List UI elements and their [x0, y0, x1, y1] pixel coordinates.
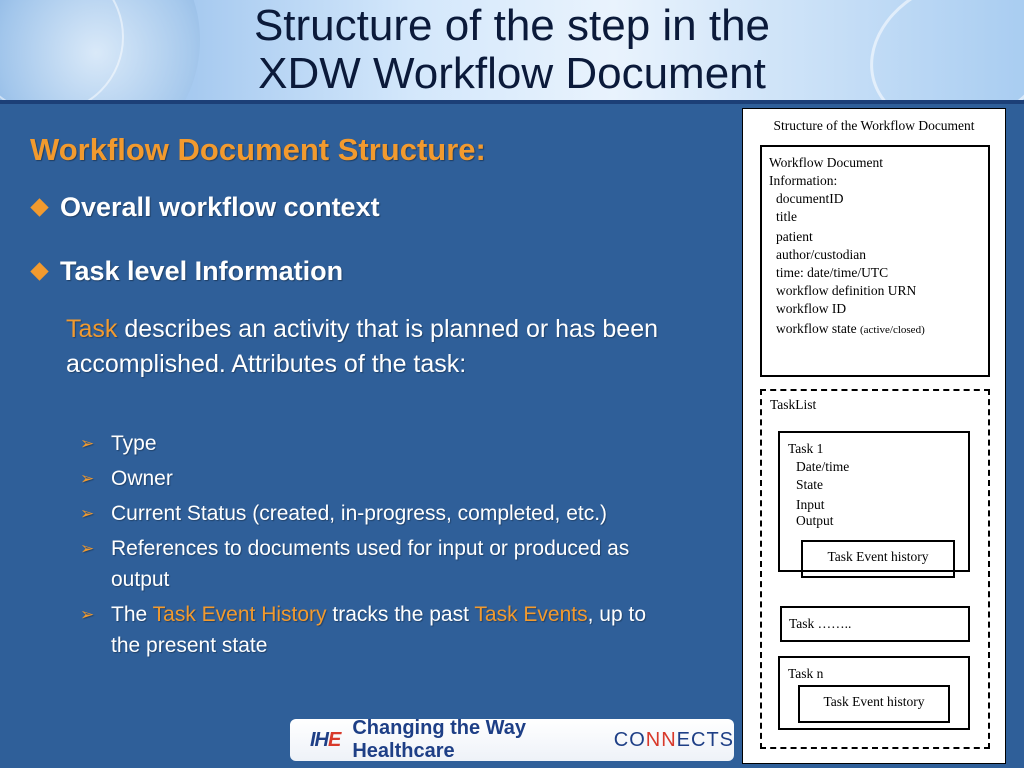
info-field: workflow definition URN [776, 283, 917, 298]
connects-brand [614, 729, 734, 752]
task-attribute: State [796, 477, 823, 492]
task-events-term: Task Events [474, 603, 588, 626]
task-event-history-box: Task Event history [801, 540, 955, 578]
list-item-text: References to documents used for input or produced as output [111, 537, 630, 591]
list-item [80, 498, 680, 529]
task-attributes-list [80, 428, 680, 665]
header-divider [0, 100, 1024, 104]
title-line-2: XDW Workflow Document [258, 49, 766, 98]
bullet-task-level [30, 256, 343, 287]
task-event-history-term: Task Event History [152, 603, 327, 626]
arrow-bullet-icon: ➢ [80, 434, 95, 453]
tasklist-label: TaskList [770, 397, 817, 412]
task-event-history-box: Task Event history [798, 685, 950, 723]
ihe-footer-banner [290, 719, 734, 761]
info-field: patient [776, 229, 813, 244]
list-item [80, 533, 680, 595]
header-banner [0, 0, 1024, 100]
text-part: The [111, 603, 153, 626]
task-middle-box [780, 606, 970, 642]
info-field: title [776, 209, 797, 224]
section-heading: Workflow Document Structure: [30, 132, 486, 167]
document-info-box [760, 145, 990, 377]
task-name: Task …….. [789, 616, 852, 631]
list-item [80, 599, 680, 661]
footer-tagline: Changing the Way Healthcare [352, 717, 527, 762]
diagram-title: Structure of the Workflow Document [773, 118, 975, 133]
task-attribute: Date/time [796, 459, 850, 474]
brand-text: NN [645, 728, 677, 751]
task-name: Task n [788, 666, 824, 681]
info-heading: Workflow Document [769, 155, 884, 170]
state-label: workflow state [776, 321, 857, 336]
task-description [66, 312, 686, 382]
text-part: , up to the present state [111, 603, 647, 657]
list-item-text: Owner [111, 467, 173, 490]
info-field: workflow ID [776, 301, 847, 316]
ihe-logo [310, 729, 340, 752]
task-attribute: Output [796, 513, 834, 528]
arrow-bullet-icon: ➢ [80, 605, 95, 624]
info-field: time: date/time/UTC [776, 265, 889, 280]
arrow-bullet-icon: ➢ [80, 539, 95, 558]
task-description-text: describes an activity that is planned or has been accomplished. Attributes of the task: [66, 315, 659, 378]
list-item [80, 463, 680, 494]
arrow-bullet-icon: ➢ [80, 469, 95, 488]
brand-text: ECTS [676, 728, 734, 751]
diamond-bullet-icon [30, 262, 48, 280]
bullet-text: Overall workflow context [60, 192, 380, 222]
logo-text: E [328, 728, 341, 751]
bullet-workflow-context [30, 192, 380, 223]
tasklist-box [760, 389, 990, 749]
task-1-box [778, 431, 970, 572]
arrow-bullet-icon: ➢ [80, 504, 95, 523]
info-field: documentID [776, 191, 844, 206]
info-field-state [776, 321, 925, 337]
task-term: Task [66, 315, 118, 343]
list-item-text: Current Status (created, in-progress, completed, etc.) [111, 502, 608, 525]
state-values: (active/closed) [859, 324, 925, 336]
diamond-bullet-icon [30, 198, 48, 216]
task-attribute: Input [796, 497, 825, 512]
logo-text: IH [310, 728, 328, 751]
info-field: author/custodian [776, 247, 866, 262]
title-line-1: Structure of the step in the [253, 1, 771, 50]
workflow-document-diagram [742, 108, 1006, 764]
task-name: Task 1 [788, 441, 824, 456]
brand-text: CO [613, 728, 646, 751]
list-item [80, 428, 680, 459]
bullet-text: Task level Information [60, 256, 344, 286]
list-item-text: Type [111, 432, 157, 455]
info-heading: Information: [769, 173, 838, 188]
text-part: tracks the past [326, 603, 475, 626]
task-n-box [778, 656, 970, 730]
slide-title [0, 2, 1024, 98]
